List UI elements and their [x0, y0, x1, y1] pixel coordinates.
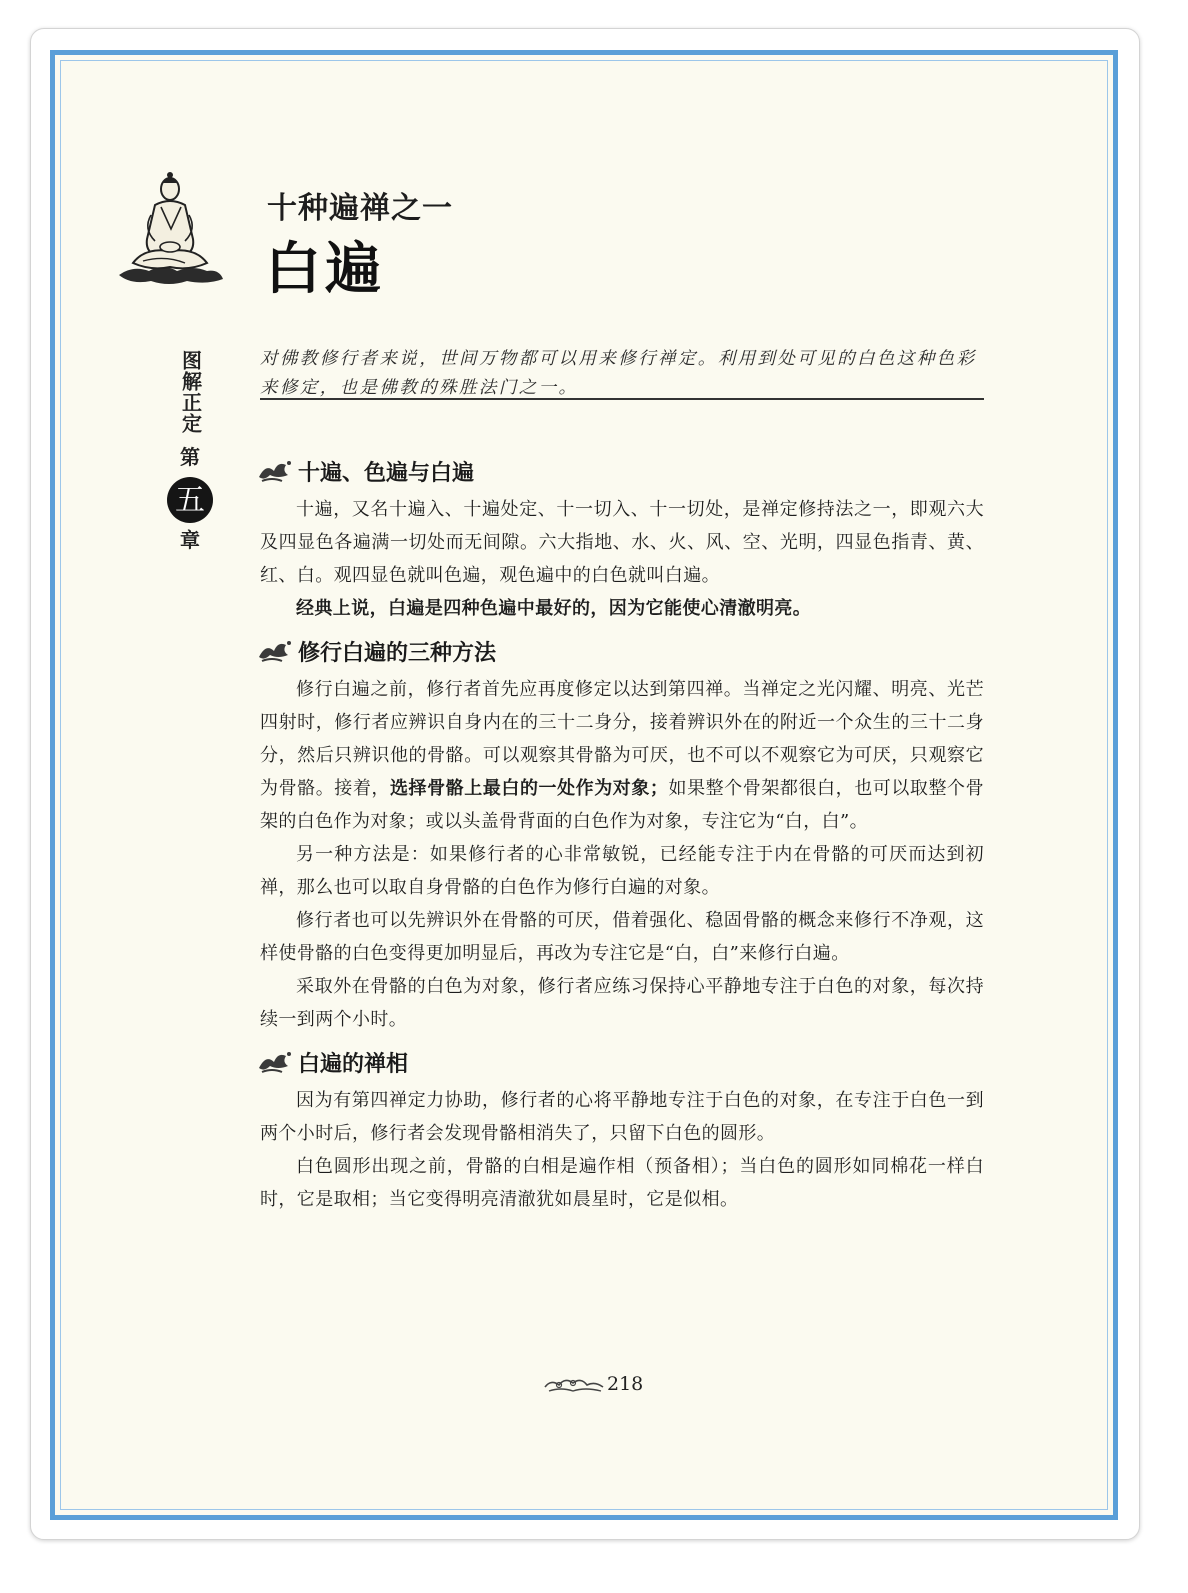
paragraph [260, 673, 984, 838]
emphasis-text: 选择骨骼上最白的一处作为对象； [389, 778, 669, 799]
paragraph: 另一种方法是：如果修行者的心非常敏锐，已经能专注于内在骨骼的可厌而达到初禅，那么也可以取自身骨骼的白色作为修行白遍的对象。 [260, 844, 984, 898]
cloud-icon [543, 1373, 605, 1395]
section-heading-text: 修行白遍的三种方法 [298, 639, 497, 666]
divider [260, 398, 984, 400]
series-name: 图解正定 [178, 350, 203, 434]
page-footer [543, 1373, 643, 1395]
paragraph: 因为有第四禅定力协助，修行者的心将平静地专注于白色的对象，在专注于白色一到两个小时后，修行者会发现骨骼相消失了，只留下白色的圆形。 [260, 1090, 984, 1144]
chapter-prefix: 第 [180, 445, 200, 469]
chapter-sidebar [167, 350, 213, 552]
paragraph: 白色圆形出现之前，骨骼的白相是遍作相（预备相）；当白色的圆形如同棉花一样白时，它是取相；当它变得明亮清澈犹如晨星时，它是似相。 [260, 1156, 984, 1210]
section-heading-text: 十遍、色遍与白遍 [298, 459, 475, 486]
paragraph: 十遍，又名十遍入、十遍处定、十一切入、十一切处，是禅定修持法之一，即观六大及四显色各遍满一切处而无间隙。六大指地、水、火、风、空、光明，四显色指青、黄、红、白。观四显色就叫色遍，观色遍中的白色就叫白遍。 [260, 499, 984, 586]
chapter-suffix: 章 [180, 528, 200, 552]
paragraph-emphasis: 经典上说，白遍是四种色遍中最好的，因为它能使心清澈明亮。 [296, 598, 812, 619]
section-heading-text: 白遍的禅相 [298, 1050, 409, 1077]
intro-paragraph: 对佛教修行者来说，世间万物都可以用来修行禅定。利用到处可见的白色这种色彩来修定，也是佛教的殊胜法门之一。 [260, 348, 977, 398]
paragraph: 修行者也可以先辨识外在骨骼的可厌，借着强化、稳固骨骼的概念来修行不净观，这样使骨骼的白色变得更加明显后，再改为专注它是“白，白”来修行白遍。 [260, 910, 984, 964]
lotus-icon [256, 1048, 292, 1076]
page-number: 218 [607, 1373, 644, 1395]
book-page [50, 50, 1118, 1520]
buddha-illustration [115, 167, 225, 289]
chapter-number-badge: 五 [167, 477, 213, 523]
article-body [260, 453, 984, 1216]
lotus-icon [256, 637, 292, 665]
section-heading [256, 453, 984, 489]
series-title: 十种遍禅之一 [267, 191, 453, 226]
paragraph: 采取外在骨骼的白色为对象，修行者应练习保持心平静地专注于白色的对象，每次持续一到两个小时。 [260, 976, 984, 1030]
paragraph-text: 修行白遍之前，修行者首先应再度修定以达到第四禅。当禅定之光闪耀、明亮、光芒四射时，修行者应辨识自身内在的三十二身分，接着辨识外在的附近一个众生的三十二身分，然后只辨识他的骨骼。可以观察其骨骼为可厌，也不可以不观察它为可厌，只观察它为骨骼。接着， [260, 679, 984, 799]
page-title: 白遍 [265, 237, 385, 302]
section-heading [256, 633, 984, 669]
section-heading [256, 1044, 984, 1080]
lotus-icon [256, 457, 292, 485]
paragraph-text: 如果整个骨架都很白，也可以取整个骨架的白色作为对象；或以头盖骨背面的白色作为对象，专注它为“白，白”。 [260, 778, 984, 832]
